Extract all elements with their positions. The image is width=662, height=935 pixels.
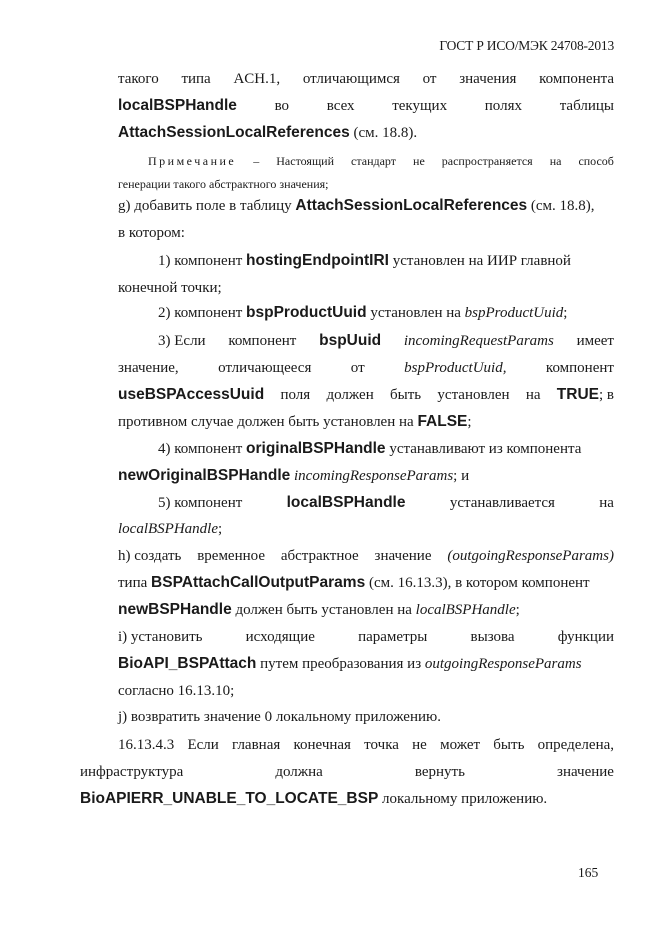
text: ; xyxy=(515,602,520,618)
italic-term: (outgoingResponseParams) xyxy=(447,548,614,564)
code-term: BSPAttachCallOutputParams xyxy=(151,574,366,591)
note-line: генерации такого абстрактного значения; xyxy=(118,177,329,191)
italic-term: bspProductUuid xyxy=(464,305,564,321)
word: на xyxy=(599,495,614,511)
code-term: localBSPHandle xyxy=(286,494,406,511)
paragraph-line xyxy=(118,124,614,142)
code-term: TRUE xyxy=(556,386,599,403)
code-term: AttachSessionLocalReferences xyxy=(295,197,528,214)
text: путем преобразования из xyxy=(256,656,425,672)
text: (см. 16.13.3), в котором компонент xyxy=(365,575,590,591)
word: типа xyxy=(181,71,211,87)
word: Настоящий xyxy=(276,154,335,168)
word: – xyxy=(253,154,260,168)
word: полях xyxy=(484,98,522,114)
word: 3) Если xyxy=(158,333,206,349)
note-line xyxy=(148,152,614,170)
word: компонент xyxy=(228,333,297,349)
paragraph-line xyxy=(118,70,614,88)
text: ; xyxy=(217,521,223,537)
word: такого xyxy=(118,71,159,87)
text: 1) компонент xyxy=(158,253,247,269)
page-number: 165 xyxy=(578,865,599,880)
sub-item-1 xyxy=(158,252,614,270)
word: от xyxy=(422,71,437,87)
italic-term: outgoingResponseParams xyxy=(424,656,582,672)
word: абстрактное xyxy=(280,548,359,564)
word: функции xyxy=(557,629,614,645)
word: вернуть xyxy=(414,764,465,780)
text: g) добавить поле в таблицу xyxy=(118,198,296,214)
word: значения xyxy=(459,71,517,87)
text: установлен на ИИР главной xyxy=(388,253,571,269)
sub-item-5 xyxy=(158,494,614,512)
code-term: hostingEndpointIRI xyxy=(246,252,389,269)
text: 4) компонент xyxy=(158,441,247,457)
italic-term: localBSPHandle xyxy=(118,521,218,537)
code-term: bspProductUuid xyxy=(246,304,367,321)
word: стандарт xyxy=(351,154,397,168)
sub-item-3 xyxy=(158,332,614,350)
word: i) установить xyxy=(118,629,203,645)
note-label: Примечание xyxy=(148,154,237,168)
word: исходящие xyxy=(245,629,315,645)
text: (см. 18.8), xyxy=(527,198,595,214)
text: ; и xyxy=(453,468,470,484)
code-term: originalBSPHandle xyxy=(246,440,386,457)
text: типа xyxy=(118,575,152,591)
word: значение, xyxy=(118,360,179,376)
word: значение xyxy=(374,548,432,564)
word: должен xyxy=(326,387,374,403)
word: на xyxy=(549,154,562,168)
text: должен быть установлен на xyxy=(231,602,416,618)
word: устанавливается xyxy=(449,495,555,511)
word: инфраструктура xyxy=(80,764,184,780)
document-header: ГОСТ Р ИСО/МЭК 24708-2013 xyxy=(439,38,614,53)
sub-item-2 xyxy=(158,304,614,322)
word: компонент xyxy=(545,360,614,376)
paragraph-line: в котором: xyxy=(118,225,185,241)
word: от xyxy=(350,360,365,376)
code-term: bspUuid xyxy=(319,332,382,349)
word: установлен xyxy=(437,387,510,403)
paragraph-line xyxy=(118,655,614,673)
text: установлен на xyxy=(366,305,465,321)
text: 2) компонент xyxy=(158,305,247,321)
word: на xyxy=(525,387,541,403)
clause-line xyxy=(80,790,614,808)
text: ; в xyxy=(599,387,614,403)
word: всех xyxy=(326,98,355,114)
text: локальному приложению. xyxy=(378,791,548,807)
code-term: BioAPI_BSPAttach xyxy=(118,655,257,672)
text: (см. 18.8). xyxy=(349,125,418,141)
code-term: FALSE xyxy=(417,413,468,430)
text: противном случае должен быть установлен на xyxy=(118,414,418,430)
clause-line: 16.13.4.3 Если главная конечная точка не может быть определена, xyxy=(118,737,614,753)
paragraph-line: согласно 16.13.10; xyxy=(118,683,235,699)
word: способ xyxy=(578,154,614,168)
word: текущих xyxy=(392,98,448,114)
word: не xyxy=(413,154,425,168)
word: компонента xyxy=(539,71,614,87)
word: параметры xyxy=(358,629,428,645)
text: ; xyxy=(467,414,472,430)
word: отличающееся xyxy=(218,360,312,376)
sub-item-4 xyxy=(158,440,614,458)
list-item-i xyxy=(118,628,614,646)
list-item-g xyxy=(118,197,614,215)
code-term: BioAPIERR_UNABLE_TO_LOCATE_BSP xyxy=(80,790,379,807)
word: вызова xyxy=(470,629,515,645)
code-term: newBSPHandle xyxy=(118,601,232,618)
code-term: useBSPAccessUuid xyxy=(118,386,265,403)
word: имеет xyxy=(576,333,614,349)
word: таблицы xyxy=(559,98,614,114)
word: должна xyxy=(275,764,323,780)
paragraph-line xyxy=(118,97,614,115)
paragraph-line xyxy=(118,574,614,592)
word: h) создать xyxy=(118,548,182,564)
word: значение xyxy=(557,764,614,780)
paragraph-line xyxy=(118,359,614,377)
word: 5) компонент xyxy=(158,495,243,511)
list-item-j: j) возвратить значение 0 локальному приложению. xyxy=(118,709,441,725)
italic-term: incomingRequestParams xyxy=(403,333,554,349)
word: во xyxy=(274,98,290,114)
word: временное xyxy=(197,548,265,564)
paragraph-line xyxy=(118,413,614,431)
text: ; xyxy=(563,305,568,321)
word: распространяется xyxy=(441,154,533,168)
code-term: AttachSessionLocalReferences xyxy=(118,124,350,141)
paragraph-line xyxy=(118,520,614,538)
italic-term: incomingResponseParams xyxy=(294,468,454,484)
word: ACH.1, xyxy=(233,71,281,87)
paragraph-line xyxy=(118,601,614,619)
word: поля xyxy=(280,387,311,403)
word: быть xyxy=(390,387,422,403)
word: отличающимся xyxy=(302,71,400,87)
list-item-h xyxy=(118,547,614,565)
text: устанавливают из компонента xyxy=(385,441,582,457)
paragraph-line xyxy=(118,386,614,404)
code-term: newOriginalBSPHandle xyxy=(118,467,291,484)
clause-line xyxy=(80,763,614,781)
italic-term: bspProductUuid, xyxy=(404,360,507,376)
code-term: localBSPHandle xyxy=(118,97,237,114)
paragraph-line: конечной точки; xyxy=(118,280,222,296)
italic-term: localBSPHandle xyxy=(415,602,516,618)
paragraph-line xyxy=(118,467,614,485)
